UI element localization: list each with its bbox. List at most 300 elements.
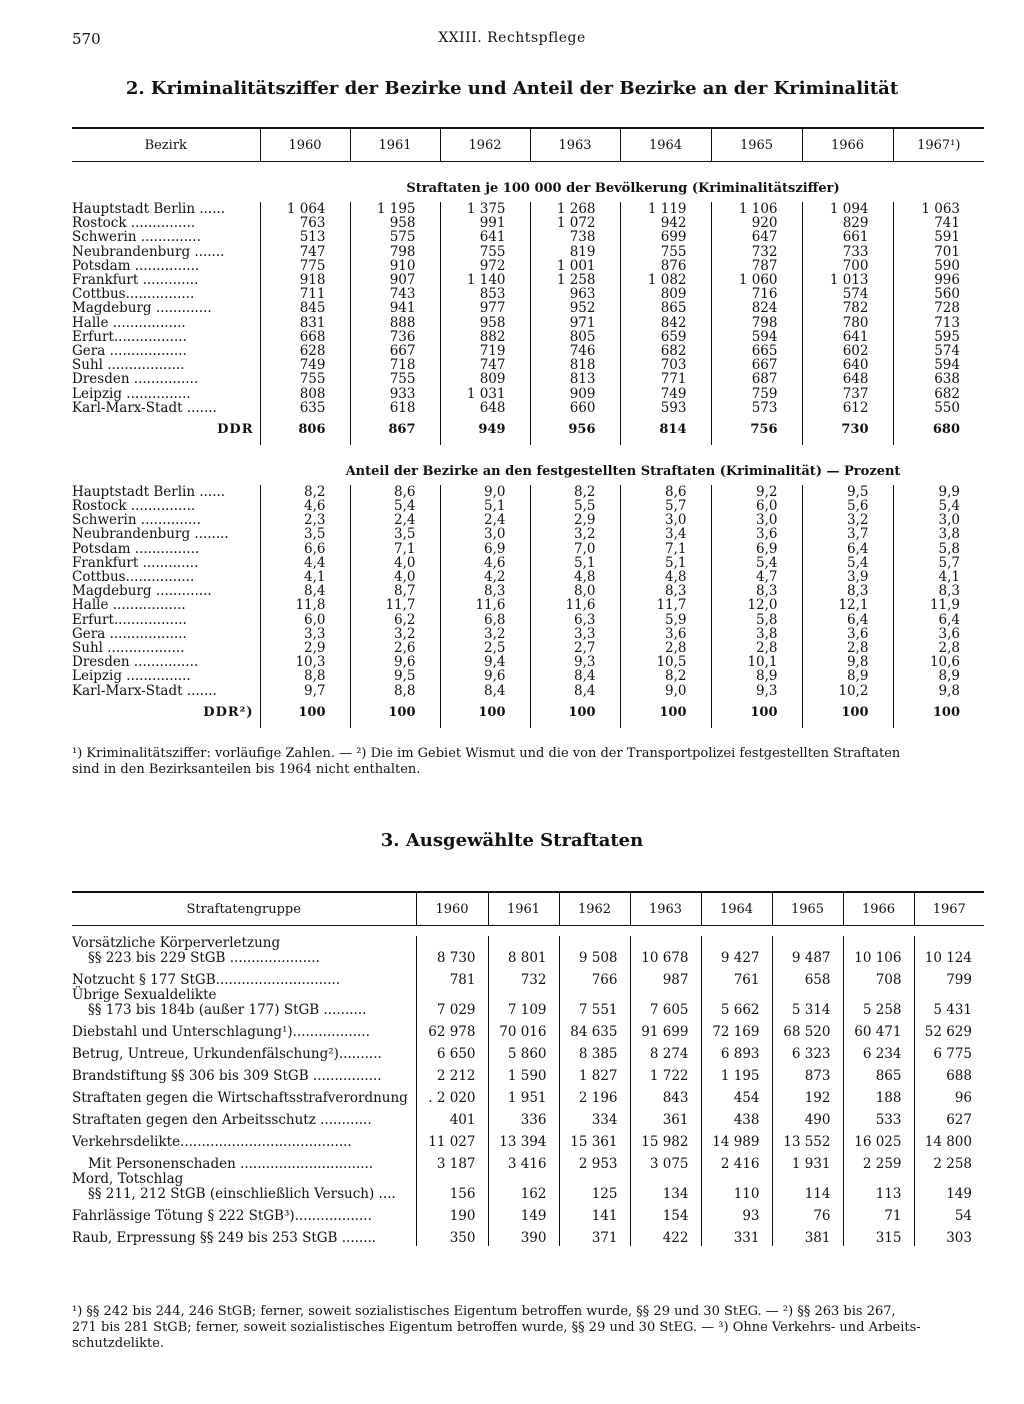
table-cell: 699 xyxy=(620,230,711,244)
straftat-label xyxy=(72,1084,416,1106)
table-cell: 54 xyxy=(914,1202,984,1224)
table-cell: 1 931 xyxy=(772,1150,843,1172)
table-cell: 4,6 xyxy=(440,556,530,570)
table-cell: 2,8 xyxy=(620,641,711,655)
bezirk-label: Suhl .................. xyxy=(72,639,185,656)
table-cell: 7,1 xyxy=(620,542,711,556)
table-cell: 533 xyxy=(843,1106,914,1128)
table-cell: 831 xyxy=(260,316,350,330)
table-cell: 3,2 xyxy=(802,513,893,527)
footnote-section3-line2: 271 bis 281 StGB; ferner, soweit sozialistisches Eigentum betroffen wurde, §§ 29 und 30 StEG. — ³) Ohne Verkehrs- und Arbeits- xyxy=(72,1320,921,1335)
table-cell: 550 xyxy=(893,401,984,415)
bezirk-label: Potsdam ............... xyxy=(72,540,200,557)
footnote-section2-line2: sind in den Bezirksanteilen bis 1964 nicht enthalten. xyxy=(72,762,421,777)
table-cell: 190 xyxy=(416,1202,488,1224)
table-cell: 9,8 xyxy=(802,655,893,669)
table-cell: 6,0 xyxy=(260,613,350,627)
straftat-label-line2: Brandstiftung §§ 306 bis 309 StGB ................ xyxy=(72,1068,382,1084)
table-cell: 6,3 xyxy=(530,613,620,627)
table-cell: 4,8 xyxy=(530,570,620,584)
header-year: 1960 xyxy=(416,892,488,926)
table-cell: 8,7 xyxy=(350,584,440,598)
table-cell: 9 427 xyxy=(701,936,772,966)
table-cell: 84 635 xyxy=(559,1018,630,1040)
straftat-label-line2: Verkehrsdelikte........................................ xyxy=(72,1134,352,1150)
table-cell: 93 xyxy=(701,1202,772,1224)
table-cell: 782 xyxy=(802,301,893,315)
table-cell: 16 025 xyxy=(843,1128,914,1150)
table-cell: 818 xyxy=(530,358,620,372)
total-cell: 814 xyxy=(620,415,711,445)
table-row xyxy=(72,401,984,415)
table-cell: 5,7 xyxy=(620,499,711,513)
table-cell: 4,6 xyxy=(260,499,350,513)
table-cell: 3,0 xyxy=(440,527,530,541)
table-row xyxy=(72,330,984,344)
table-cell: 14 989 xyxy=(701,1128,772,1150)
table-cell: 9,8 xyxy=(893,683,984,697)
table-cell: 8,9 xyxy=(711,669,802,683)
total-label: DDR xyxy=(217,422,254,438)
table-cell: 687 xyxy=(711,372,802,386)
bezirk-label: Neubrandenburg ........ xyxy=(72,526,229,543)
straftat-label-line1: Mord, Totschlag xyxy=(72,1171,184,1187)
table-cell: 1 258 xyxy=(530,273,620,287)
straftat-label xyxy=(72,936,416,966)
table-cell: 15 361 xyxy=(559,1128,630,1150)
table-cell: 10,3 xyxy=(260,655,350,669)
bezirk-label: Frankfurt ............. xyxy=(72,554,199,571)
table-cell: 5,1 xyxy=(440,499,530,513)
straftat-label-line2: Betrug, Untreue, Urkundenfälschung²).......... xyxy=(72,1046,382,1062)
table-cell: 813 xyxy=(530,372,620,386)
table-cell: 361 xyxy=(630,1106,701,1128)
table-cell: 591 xyxy=(893,230,984,244)
block1-title: Straftaten je 100 000 der Bevölkerung (Kriminalitätsziffer) xyxy=(406,181,840,196)
table-row xyxy=(72,1040,984,1062)
header-year: 1962 xyxy=(559,892,630,926)
table-cell: 9,2 xyxy=(711,485,802,499)
table-cell: 3,6 xyxy=(893,627,984,641)
table-cell: 755 xyxy=(620,245,711,259)
table-cell: 590 xyxy=(893,259,984,273)
bezirk-label: Schwerin .............. xyxy=(72,512,201,529)
total-cell: 100 xyxy=(350,698,440,728)
table-cell: 1 119 xyxy=(620,202,711,216)
total-cell: 100 xyxy=(620,698,711,728)
table-cell: 963 xyxy=(530,287,620,301)
table-row xyxy=(72,598,984,612)
table-cell: 909 xyxy=(530,386,620,400)
table-cell: 3,2 xyxy=(350,627,440,641)
table-cell: 162 xyxy=(488,1172,559,1202)
table-cell: 805 xyxy=(530,330,620,344)
table-cell: 6 234 xyxy=(843,1040,914,1062)
header-year: 1962 xyxy=(440,128,530,162)
table-cell: 829 xyxy=(802,216,893,230)
straftat-label xyxy=(72,1128,416,1150)
table-cell: 660 xyxy=(530,401,620,415)
straftat-label xyxy=(72,1202,416,1224)
table-cell: 110 xyxy=(701,1172,772,1202)
table-cell: 10 124 xyxy=(914,936,984,966)
table-cell: 1 722 xyxy=(630,1062,701,1084)
total-cell: 100 xyxy=(893,698,984,728)
straftat-label-line2: Straftaten gegen den Arbeitsschutz ............ xyxy=(72,1112,372,1128)
table-cell: 5,4 xyxy=(802,556,893,570)
table-cell: 68 520 xyxy=(772,1018,843,1040)
table-cell: 6,0 xyxy=(711,499,802,513)
header-year: 1967 xyxy=(914,892,984,926)
bezirk-label: Halle ................. xyxy=(72,314,186,331)
table-cell: 759 xyxy=(711,386,802,400)
table-cell: . 2 020 xyxy=(416,1084,488,1106)
table-cell: 647 xyxy=(711,230,802,244)
table-cell: 11 027 xyxy=(416,1128,488,1150)
table-cell: 819 xyxy=(530,245,620,259)
table-cell: 8 730 xyxy=(416,936,488,966)
table-row xyxy=(72,372,984,386)
table-cell: 8,8 xyxy=(350,683,440,697)
straftat-label-line2: §§ 223 bis 229 StGB ..................... xyxy=(88,950,320,966)
table-cell: 11,8 xyxy=(260,598,350,612)
table-row xyxy=(72,513,984,527)
table-row xyxy=(72,1106,984,1128)
bezirk-label: Dresden ............... xyxy=(72,654,199,671)
table-cell: 1 951 xyxy=(488,1084,559,1106)
table-cell: 6,8 xyxy=(440,613,530,627)
total-cell: 956 xyxy=(530,415,620,445)
table-cell: 12,1 xyxy=(802,598,893,612)
table-cell: 907 xyxy=(350,273,440,287)
bezirk-label: Hauptstadt Berlin ...... xyxy=(72,483,226,500)
table-cell: 1 106 xyxy=(711,202,802,216)
table-row xyxy=(72,1150,984,1172)
table-cell: 2 212 xyxy=(416,1062,488,1084)
kriminalitaet-table xyxy=(72,127,984,728)
straftaten-table xyxy=(72,891,984,1246)
table-row xyxy=(72,1224,984,1246)
table-cell: 10,2 xyxy=(802,683,893,697)
table-row xyxy=(72,259,984,273)
table-cell: 763 xyxy=(260,216,350,230)
table-cell: 741 xyxy=(893,216,984,230)
table-cell: 594 xyxy=(711,330,802,344)
total-cell: 100 xyxy=(530,698,620,728)
table-cell: 5 860 xyxy=(488,1040,559,1062)
block2-title: Anteil der Bezirke an den festgestellten Straftaten (Kriminalität) — Prozent xyxy=(345,463,901,479)
bezirk-label: Leipzig ............... xyxy=(72,668,191,685)
header-year: 1966 xyxy=(843,892,914,926)
table-cell: 9,6 xyxy=(440,669,530,683)
table-cell: 10,6 xyxy=(893,655,984,669)
table-cell: 13 394 xyxy=(488,1128,559,1150)
table-row xyxy=(72,613,984,627)
table-cell: 1 001 xyxy=(530,259,620,273)
table-cell: 3 416 xyxy=(488,1150,559,1172)
table-row xyxy=(72,669,984,683)
bezirk-label: Frankfurt ............. xyxy=(72,272,199,289)
table-cell: 958 xyxy=(440,316,530,330)
straftat-label-line2: Diebstahl und Unterschlagung¹).................. xyxy=(72,1024,370,1040)
bezirk-label: Erfurt................. xyxy=(72,328,187,345)
table-cell: 573 xyxy=(711,401,802,415)
table-cell: 10 106 xyxy=(843,936,914,966)
header-year: 1960 xyxy=(260,128,350,162)
table-cell: 422 xyxy=(630,1224,701,1246)
table-cell: 749 xyxy=(260,358,350,372)
table-cell: 6,4 xyxy=(802,542,893,556)
table-cell: 6,2 xyxy=(350,613,440,627)
table-cell: 941 xyxy=(350,301,440,315)
bezirk-label: Karl-Marx-Stadt ....... xyxy=(72,399,217,416)
table-cell: 11,7 xyxy=(620,598,711,612)
table-cell: 755 xyxy=(440,245,530,259)
table-cell: 6 323 xyxy=(772,1040,843,1062)
table-row xyxy=(72,655,984,669)
table-cell: 1 072 xyxy=(530,216,620,230)
table-cell: 2,5 xyxy=(440,641,530,655)
total-row xyxy=(72,698,984,728)
table-cell: 11,6 xyxy=(530,598,620,612)
header-year: 1963 xyxy=(530,128,620,162)
table-cell: 865 xyxy=(843,1062,914,1084)
table-cell: 6 775 xyxy=(914,1040,984,1062)
table-cell: 5 314 xyxy=(772,988,843,1018)
table-row xyxy=(72,230,984,244)
table-cell: 125 xyxy=(559,1172,630,1202)
table-cell: 3,6 xyxy=(620,627,711,641)
table-cell: 755 xyxy=(260,372,350,386)
total-cell: 806 xyxy=(260,415,350,445)
table-cell: 648 xyxy=(802,372,893,386)
table-cell: 1 060 xyxy=(711,273,802,287)
table-cell: 7,0 xyxy=(530,542,620,556)
table-cell: 6,9 xyxy=(711,542,802,556)
bezirk-label: Erfurt................. xyxy=(72,611,187,628)
table-cell: 732 xyxy=(488,966,559,988)
table-cell: 8,8 xyxy=(260,669,350,683)
total-cell: 867 xyxy=(350,415,440,445)
total-cell: 756 xyxy=(711,415,802,445)
table-cell: 716 xyxy=(711,287,802,301)
table-cell: 454 xyxy=(701,1084,772,1106)
table-row xyxy=(72,1084,984,1106)
table-row xyxy=(72,316,984,330)
table-row xyxy=(72,1018,984,1040)
bezirk-label: Magdeburg ............. xyxy=(72,583,212,600)
table-cell: 315 xyxy=(843,1224,914,1246)
table-cell: 775 xyxy=(260,259,350,273)
table-cell: 1 064 xyxy=(260,202,350,216)
table-cell: 9,3 xyxy=(711,683,802,697)
table-cell: 933 xyxy=(350,386,440,400)
table-cell: 10,1 xyxy=(711,655,802,669)
table-cell: 5,9 xyxy=(620,613,711,627)
table-cell: 2,6 xyxy=(350,641,440,655)
table-cell: 10,5 xyxy=(620,655,711,669)
table-cell: 747 xyxy=(440,358,530,372)
table-cell: 635 xyxy=(260,401,350,415)
table-cell: 8,4 xyxy=(530,683,620,697)
header-bezirk: Bezirk xyxy=(72,128,260,162)
table-cell: 141 xyxy=(559,1202,630,1224)
table-cell: 700 xyxy=(802,259,893,273)
table-cell: 4,1 xyxy=(893,570,984,584)
straftat-label-line1: Übrige Sexualdelikte xyxy=(72,987,217,1003)
table-cell: 781 xyxy=(416,966,488,988)
table-cell: 799 xyxy=(914,966,984,988)
table-cell: 3,9 xyxy=(802,570,893,584)
table-cell: 9,5 xyxy=(350,669,440,683)
table-row xyxy=(72,966,984,988)
table-cell: 2,7 xyxy=(530,641,620,655)
straftat-label xyxy=(72,1062,416,1084)
table-cell: 627 xyxy=(914,1106,984,1128)
straftat-label-line2: Fahrlässige Tötung § 222 StGB³).................. xyxy=(72,1208,372,1224)
table-cell: 60 471 xyxy=(843,1018,914,1040)
header-year: 1964 xyxy=(701,892,772,926)
table-cell: 1 590 xyxy=(488,1062,559,1084)
table-cell: 8,3 xyxy=(711,584,802,598)
table-cell: 918 xyxy=(260,273,350,287)
table-cell: 641 xyxy=(440,230,530,244)
table-cell: 8,3 xyxy=(893,584,984,598)
table-cell: 3,8 xyxy=(893,527,984,541)
footnote-section3-line1: ¹) §§ 242 bis 244, 246 StGB; ferner, soweit sozialistisches Eigentum betroffen wurde, §§ 29 und 30 StEG. — ²) §§ 263 bis 267, xyxy=(72,1304,896,1319)
table-cell: 743 xyxy=(350,287,440,301)
table-cell: 11,9 xyxy=(893,598,984,612)
header-year: 1964 xyxy=(620,128,711,162)
table-cell: 149 xyxy=(488,1202,559,1224)
table-cell: 9,0 xyxy=(620,683,711,697)
table-row xyxy=(72,527,984,541)
table-cell: 9,6 xyxy=(350,655,440,669)
straftat-label-line2: §§ 211, 212 StGB (einschließlich Versuch) .... xyxy=(88,1186,396,1202)
table-cell: 761 xyxy=(701,966,772,988)
table-cell: 336 xyxy=(488,1106,559,1128)
table-cell: 3,6 xyxy=(802,627,893,641)
table-cell: 3 075 xyxy=(630,1150,701,1172)
straftat-label xyxy=(72,1224,416,1246)
table-row xyxy=(72,641,984,655)
table-row xyxy=(72,485,984,499)
table-cell: 7 605 xyxy=(630,988,701,1018)
table-cell: 96 xyxy=(914,1084,984,1106)
table-cell: 701 xyxy=(893,245,984,259)
table-row xyxy=(72,556,984,570)
straftat-label xyxy=(72,988,416,1018)
table-cell: 8,0 xyxy=(530,584,620,598)
table-cell: 612 xyxy=(802,401,893,415)
table-cell: 4,4 xyxy=(260,556,350,570)
bezirk-label: Suhl .................. xyxy=(72,357,185,374)
table-cell: 845 xyxy=(260,301,350,315)
straftat-label-line1: Vorsätzliche Körperverletzung xyxy=(72,935,281,951)
table-cell: 659 xyxy=(620,330,711,344)
table-row xyxy=(72,1202,984,1224)
table-cell: 733 xyxy=(802,245,893,259)
table-cell: 113 xyxy=(843,1172,914,1202)
table-cell: 9 487 xyxy=(772,936,843,966)
table-cell: 594 xyxy=(893,358,984,372)
table-cell: 2,8 xyxy=(893,641,984,655)
table-cell: 3 187 xyxy=(416,1150,488,1172)
table-cell: 2,4 xyxy=(350,513,440,527)
table-cell: 942 xyxy=(620,216,711,230)
straftat-label-line2: Raub, Erpressung §§ 249 bis 253 StGB ........ xyxy=(72,1230,377,1246)
table-cell: 8,3 xyxy=(620,584,711,598)
footnote-section2-line1: ¹) Kriminalitätsziffer: vorläufige Zahlen. — ²) Die im Gebiet Wismut und die von der Transportpolizei festgestellten Straftaten xyxy=(72,746,901,761)
table-cell: 188 xyxy=(843,1084,914,1106)
table-cell: 5 431 xyxy=(914,988,984,1018)
table-cell: 991 xyxy=(440,216,530,230)
table-cell: 2 953 xyxy=(559,1150,630,1172)
table-cell: 11,7 xyxy=(350,598,440,612)
table-row xyxy=(72,358,984,372)
table-row xyxy=(72,245,984,259)
table-cell: 154 xyxy=(630,1202,701,1224)
table-cell: 575 xyxy=(350,230,440,244)
table-cell: 574 xyxy=(802,287,893,301)
table-cell: 593 xyxy=(620,401,711,415)
section3-title: 3. Ausgewählte Straftaten xyxy=(380,830,644,851)
table-cell: 749 xyxy=(620,386,711,400)
table-cell: 638 xyxy=(893,372,984,386)
table-cell: 70 016 xyxy=(488,1018,559,1040)
table-cell: 9,3 xyxy=(530,655,620,669)
table-cell: 703 xyxy=(620,358,711,372)
table-cell: 134 xyxy=(630,1172,701,1202)
table-cell: 8,9 xyxy=(802,669,893,683)
table-cell: 842 xyxy=(620,316,711,330)
table-cell: 6 650 xyxy=(416,1040,488,1062)
table-cell: 771 xyxy=(620,372,711,386)
table-cell: 746 xyxy=(530,344,620,358)
table-cell: 873 xyxy=(772,1062,843,1084)
table-cell: 62 978 xyxy=(416,1018,488,1040)
table-cell: 668 xyxy=(260,330,350,344)
table-cell: 6 893 xyxy=(701,1040,772,1062)
header-year: 1966 xyxy=(802,128,893,162)
bezirk-label: Neubrandenburg ....... xyxy=(72,243,225,260)
total-cell: 100 xyxy=(802,698,893,728)
table-cell: 350 xyxy=(416,1224,488,1246)
table-cell: 1 013 xyxy=(802,273,893,287)
table-cell: 3,5 xyxy=(260,527,350,541)
table-cell: 4,1 xyxy=(260,570,350,584)
table-cell: 2 259 xyxy=(843,1150,914,1172)
table-cell: 9,4 xyxy=(440,655,530,669)
table-cell: 2,9 xyxy=(530,513,620,527)
table-cell: 3,3 xyxy=(530,627,620,641)
table-cell: 8,2 xyxy=(260,485,350,499)
table-cell: 8,3 xyxy=(802,584,893,598)
total-cell: 680 xyxy=(893,415,984,445)
table-cell: 560 xyxy=(893,287,984,301)
total-cell: 949 xyxy=(440,415,530,445)
table-row xyxy=(72,386,984,400)
table-cell: 6,9 xyxy=(440,542,530,556)
header-year: 1961 xyxy=(488,892,559,926)
table-cell: 1 082 xyxy=(620,273,711,287)
table-row xyxy=(72,499,984,513)
table-cell: 5,1 xyxy=(620,556,711,570)
table-cell: 72 169 xyxy=(701,1018,772,1040)
table-cell: 972 xyxy=(440,259,530,273)
bezirk-label: Magdeburg ............. xyxy=(72,300,212,317)
table-row xyxy=(72,627,984,641)
